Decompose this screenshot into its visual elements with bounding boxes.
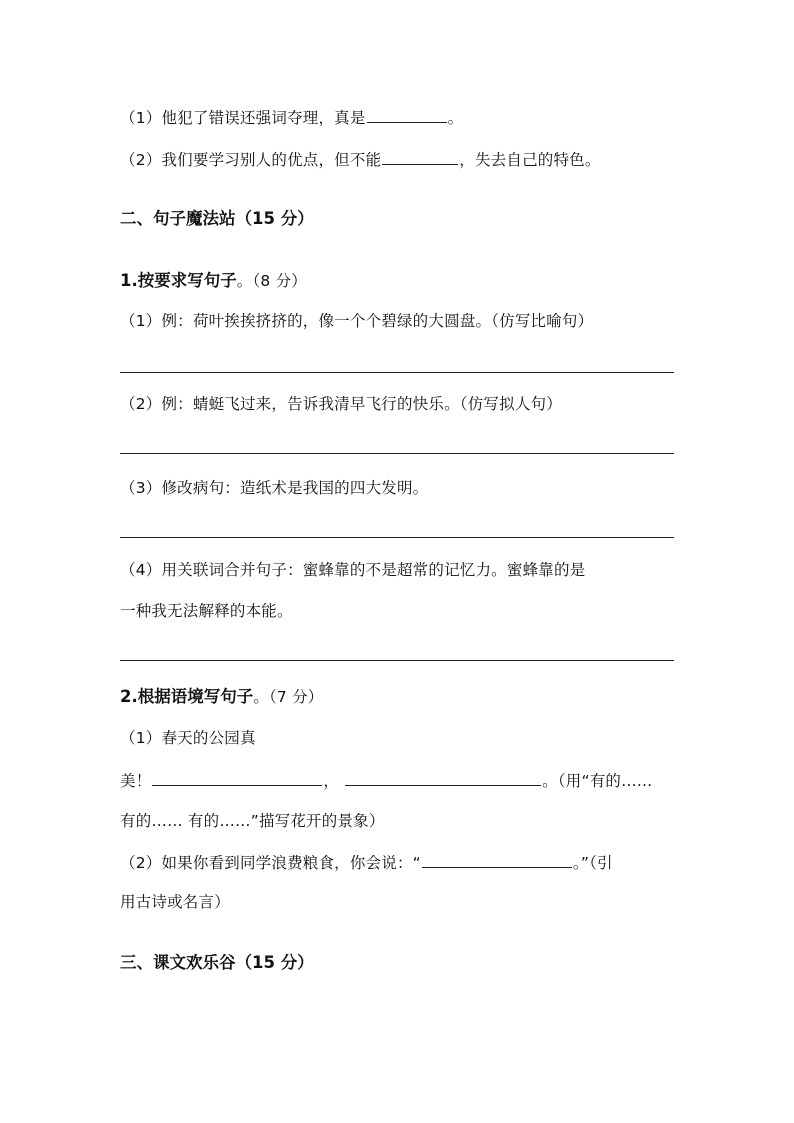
context-task-1-line3: 有的…… 有的……”描写花开的景象）: [120, 812, 385, 830]
item-text: 例：荷叶挨挨挤挤的，像一个个碧绿的大圆盘。（仿写比喻句）: [161, 312, 594, 330]
item-text: 。（用“有的……: [542, 772, 653, 790]
item-number: （1）: [120, 729, 162, 747]
answer-blank[interactable]: [345, 769, 541, 786]
item-text: 例：蜻蜓飞过来，告诉我清早飞行的快乐。（仿写拟人句）: [161, 395, 562, 413]
sentence-task-4-continued: 一种我无法解释的本能。: [120, 602, 293, 620]
item-number: （1）: [120, 312, 162, 330]
sentence-task-3: [120, 477, 428, 499]
item-number: （4）: [120, 561, 162, 579]
section-heading: 三、课文欢乐谷（15 分）: [120, 953, 314, 972]
q1-item-2: [120, 148, 601, 171]
answer-blank[interactable]: [367, 106, 447, 123]
sentence-task-4: [120, 559, 585, 581]
answer-line[interactable]: [120, 453, 674, 454]
sentence-task-2: [120, 393, 562, 415]
answer-line[interactable]: [120, 660, 674, 661]
context-task-1-line2: [120, 769, 653, 792]
answer-blank[interactable]: [382, 148, 458, 165]
sentence-task-1: [120, 310, 593, 332]
item-number: （1）: [120, 109, 162, 127]
q1-item-1: [120, 106, 463, 129]
answer-line[interactable]: [120, 372, 674, 373]
item-number: （2）: [120, 395, 162, 413]
item-text: 我们要学习别人的优点，但不能: [161, 151, 382, 169]
context-task-2: [120, 851, 613, 874]
item-text: 如果你看到同学浪费粮食，你会说：“: [161, 854, 421, 872]
part-heading: [120, 686, 324, 708]
item-number: （2）: [120, 854, 162, 872]
item-text: ，: [323, 772, 340, 790]
answer-blank[interactable]: [152, 769, 322, 786]
part-title: 1.按要求写句子: [120, 271, 237, 290]
item-end: ，失去自己的特色。: [459, 151, 601, 169]
part-score: 。（8 分）: [236, 272, 307, 290]
part-score: 。（7 分）: [253, 688, 324, 706]
answer-line[interactable]: [120, 537, 674, 538]
item-end: 。: [447, 109, 464, 127]
context-task-2-continued: 用古诗或名言）: [120, 893, 230, 911]
item-text: 他犯了错误还强词夺理，真是: [161, 109, 366, 127]
item-text: 美！: [120, 772, 152, 790]
part-heading: [120, 270, 307, 292]
item-end: 。”（引: [572, 854, 613, 872]
part-title: 2.根据语境写句子: [120, 687, 254, 706]
item-number: （2）: [120, 151, 162, 169]
item-text: 春天的公园真: [161, 729, 256, 747]
item-text: 修改病句：造纸术是我国的四大发明。: [161, 479, 429, 497]
section-heading: 二、句子魔法站（15 分）: [120, 209, 314, 228]
item-number: （3）: [120, 479, 162, 497]
context-task-1: [120, 727, 256, 749]
answer-blank[interactable]: [422, 851, 572, 868]
item-text: 用关联词合并句子：蜜蜂靠的不是超常的记忆力。蜜蜂靠的是: [161, 561, 586, 579]
